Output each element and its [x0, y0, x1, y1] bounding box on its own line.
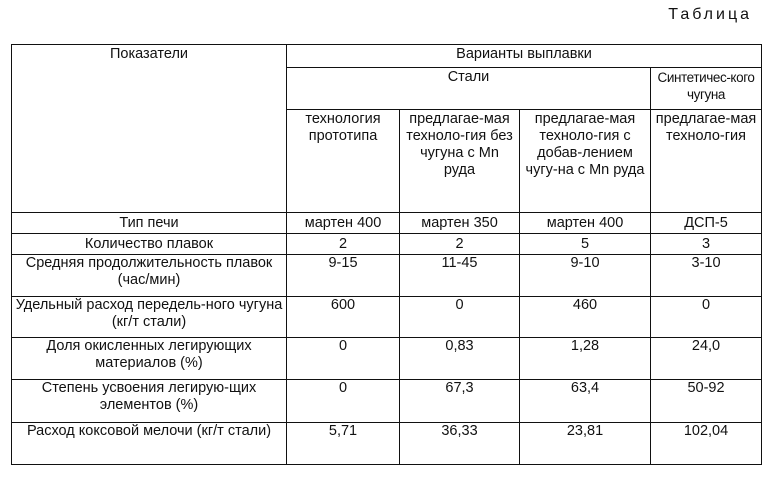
table-cell: 67,3 — [400, 380, 520, 423]
table-cell: 1,28 — [520, 338, 651, 380]
table-cell: 24,0 — [651, 338, 762, 380]
header-steel: Стали — [287, 68, 651, 110]
row-label: Расход коксовой мелочи (кг/т стали) — [12, 423, 287, 465]
table-cell: 50-92 — [651, 380, 762, 423]
table-cell: 0 — [651, 297, 762, 338]
table-cell: мартен 400 — [287, 213, 400, 234]
row-label: Степень усвоения легирую-щих элементов (%) — [12, 380, 287, 423]
table-cell: ДСП-5 — [651, 213, 762, 234]
variant-header: предлагае-мая техноло-гия — [651, 110, 762, 213]
header-variants: Варианты выплавки — [287, 45, 762, 68]
row-label: Удельный расход передель-ного чугуна (кг/т стали) — [12, 297, 287, 338]
table-cell: 0 — [287, 380, 400, 423]
table-cell: мартен 350 — [400, 213, 520, 234]
table-cell: 0,83 — [400, 338, 520, 380]
table-cell: 63,4 — [520, 380, 651, 423]
table-cell: 0 — [287, 338, 400, 380]
table-cell: 2 — [400, 234, 520, 255]
table-cell: 9-15 — [287, 255, 400, 297]
table-cell: 102,04 — [651, 423, 762, 465]
table-cell: 36,33 — [400, 423, 520, 465]
table-cell: 460 — [520, 297, 651, 338]
row-label: Тип печи — [12, 213, 287, 234]
table-cell: 3 — [651, 234, 762, 255]
row-label: Количество плавок — [12, 234, 287, 255]
table-cell: мартен 400 — [520, 213, 651, 234]
variant-header: предлагае-мая техноло-гия без чугуна с Mn руда — [400, 110, 520, 213]
table-cell: 5 — [520, 234, 651, 255]
table-cell: 5,71 — [287, 423, 400, 465]
table-cell: 3-10 — [651, 255, 762, 297]
data-table — [11, 44, 762, 465]
table-cell: 9-10 — [520, 255, 651, 297]
table-cell: 2 — [287, 234, 400, 255]
table-cell: 0 — [400, 297, 520, 338]
table-cell: 23,81 — [520, 423, 651, 465]
table-cell: 600 — [287, 297, 400, 338]
variant-header: технология прототипа — [287, 110, 400, 213]
table-cell: 11-45 — [400, 255, 520, 297]
row-label: Средняя продолжительность плавок (час/мин) — [12, 255, 287, 297]
table-caption: Таблица — [668, 6, 752, 23]
row-label: Доля окисленных легирующих материалов (%) — [12, 338, 287, 380]
variant-header: предлагае-мая техноло-гия с добав-лением чугу-на с Mn руда — [520, 110, 651, 213]
header-synthetic-pig-iron: Синтетичес-кого чугуна — [651, 68, 762, 110]
header-indicators: Показатели — [12, 45, 287, 213]
